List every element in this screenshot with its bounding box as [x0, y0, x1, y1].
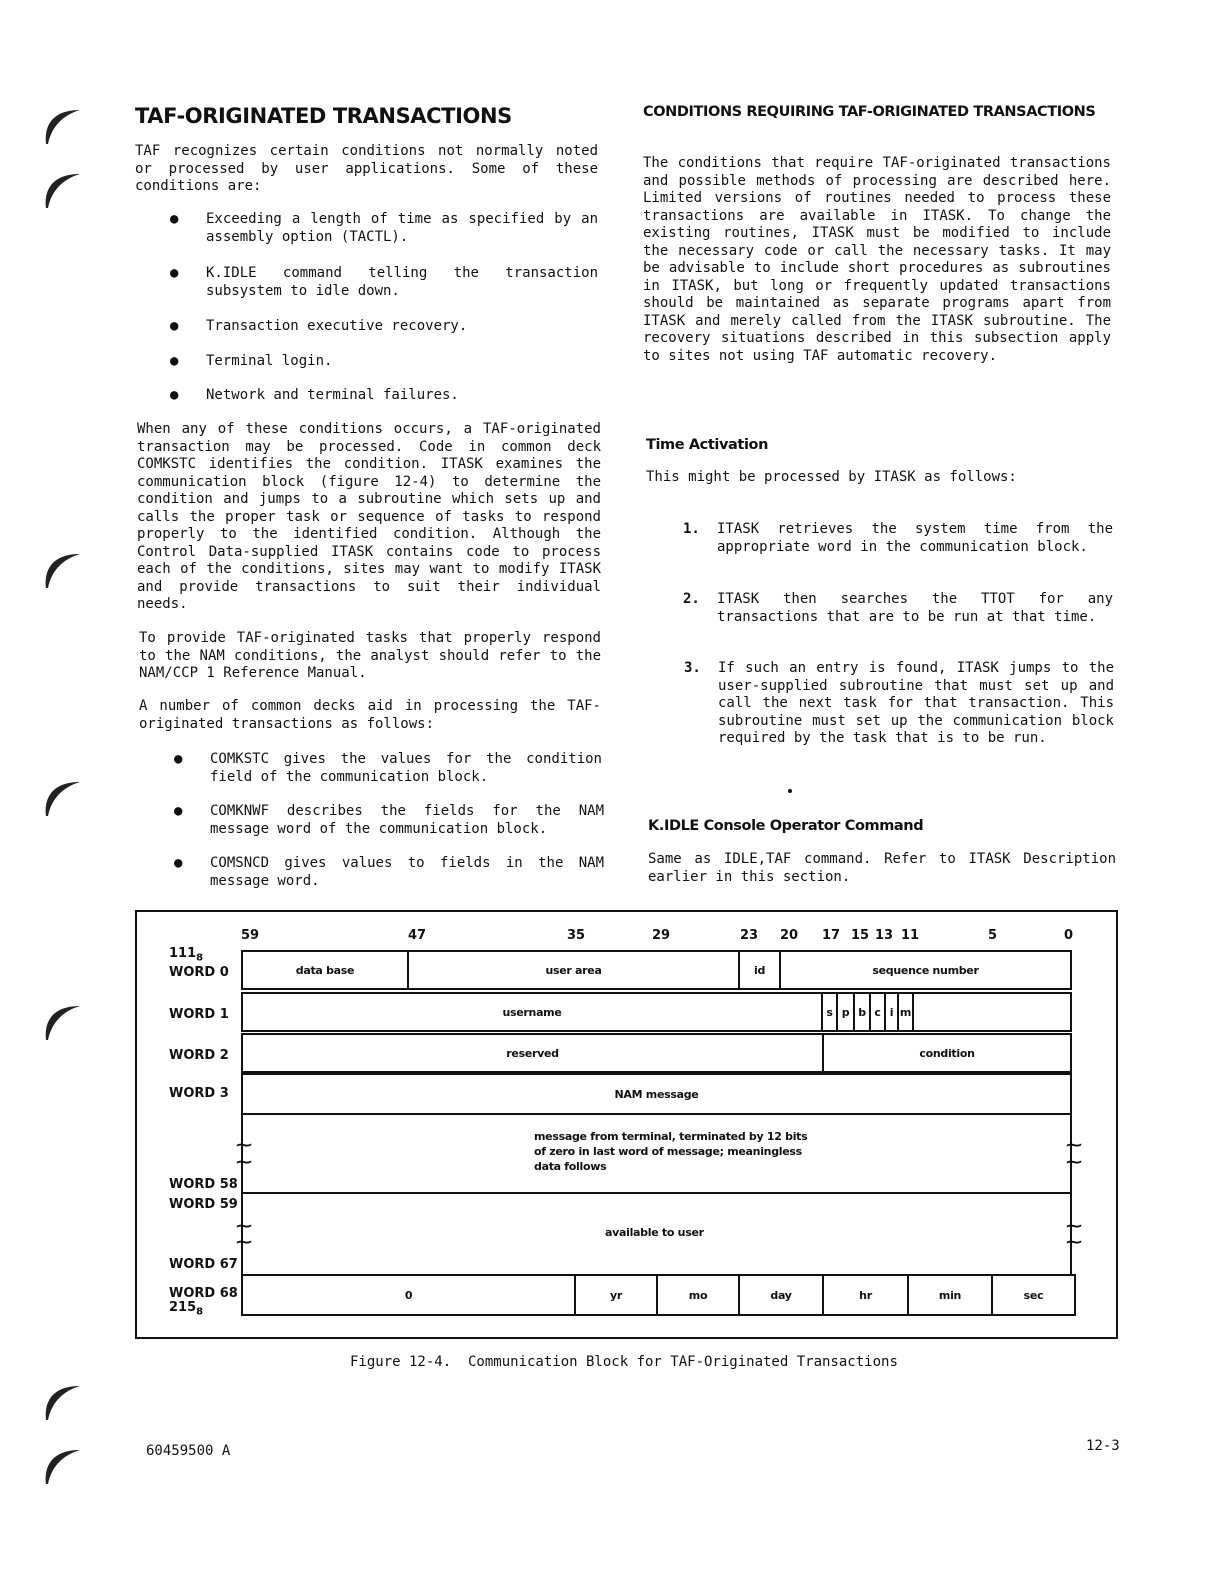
time-activation-heading: Time Activation [646, 437, 768, 453]
nam-message-field: NAM message [614, 1087, 699, 1101]
word-label: WORD 67 [169, 1257, 238, 1272]
bullet-icon: ● [174, 855, 183, 871]
time-activation-intro: This might be processed by ITASK as follows: [646, 469, 1017, 485]
data-base-field: data base [243, 952, 409, 988]
conditions-paragraph: When any of these conditions occurs, a TAF-originated transaction may be processed. Code in common deck COMKSTC identifies the condition. ITASK examines the communication block (figure 12-4) to determine the condition and jumps to a subroutine which sets up and calls the proper task or sequence of tasks to respond properly to the identified condition. Although the Control Data-supplied ITASK contains code to process each of the conditions, sites may want to modify ITASK and provide transactions to suit their individual needs. [137, 421, 601, 612]
word-label: WORD 0 [169, 965, 229, 980]
condition-item: ● Network and terminal failures. [170, 387, 459, 403]
bit-number: 5 [988, 928, 998, 943]
bit-number: 29 [652, 928, 671, 943]
break-mark-icon: ⁓ [1066, 1216, 1082, 1235]
month-field: mo [658, 1276, 740, 1314]
step-number: 3. [684, 660, 701, 676]
word-label: WORD 68 [169, 1286, 238, 1301]
flag-s: s [823, 994, 838, 1030]
second-field: sec [1023, 1288, 1044, 1302]
step-item: 1. ITASK retrieves the system time from the appropriate word in the communication block. [683, 521, 1113, 555]
message-block-line: data follows [534, 1160, 607, 1173]
flag-c: c [871, 994, 886, 1030]
step-number: 1. [683, 521, 700, 537]
bullet-icon: ● [170, 211, 179, 227]
binder-hole-mark [42, 1444, 84, 1486]
start-address: $111_8$ [169, 946, 204, 964]
break-mark-icon: ⁓ [1066, 1232, 1082, 1251]
kidle-heading: K.IDLE Console Operator Command [648, 818, 924, 834]
step-number: 2. [683, 591, 700, 607]
day-field: day [740, 1276, 824, 1314]
bullet-icon: ● [170, 387, 179, 403]
document-number: 60459500 A [146, 1443, 231, 1459]
user-area-field: user area [409, 952, 740, 988]
binder-hole-mark [42, 104, 84, 146]
condition-item: ● K.IDLE command telling the transaction subsystem to idle down. [170, 265, 598, 299]
minute-field: min [909, 1276, 993, 1314]
message-block-line: message from terminal, terminated by 12 bits [534, 1130, 808, 1143]
deck-item: ● COMKSTC gives the values for the condition field of the communication block. [174, 751, 602, 785]
common-decks-paragraph: A number of common decks aid in processing the TAF-originated transactions as follows: [139, 698, 601, 732]
word-label: WORD 1 [169, 1007, 229, 1022]
deck-item: ● COMSNCD gives values to fields in the NAM message word. [174, 855, 604, 889]
flag-p: p [838, 994, 855, 1030]
conditions-description: The conditions that require TAF-originated transactions and possible methods of processing are described here. Limited versions of routines needed to process these transactions are available in ITASK. To change the existing routines, ITASK must be modified to include the necessary code or call the necessary tasks. It may be advisable to include short procedures as subroutines in ITASK, but long or frequently updated transactions should be maintained as separate programs apart from ITASK and merely called from the ITASK subroutine. The recovery situations described in this subsection apply to sites not using TAF automatic recovery. [643, 155, 1111, 364]
flag-m: m [899, 994, 914, 1030]
zero-field: 0 [243, 1276, 576, 1314]
binder-hole-mark [42, 776, 84, 818]
page-number: 12-3 [1086, 1438, 1120, 1454]
username-field: username [243, 994, 823, 1030]
binder-hole-mark [42, 548, 84, 590]
step-item: 3. If such an entry is found, ITASK jumps to the user-supplied subroutine that must set up and call the next task for that transaction. This subroutine must set up the communication block required by the task that is to be run. [684, 660, 1114, 746]
condition-item: ● Transaction executive recovery. [170, 318, 468, 334]
bit-number: 23 [740, 928, 759, 943]
bit-number: 59 [241, 928, 260, 943]
word-1-row [241, 992, 1072, 1032]
bullet-icon: ● [170, 265, 179, 281]
word-0-row [241, 950, 1072, 990]
break-mark-icon: ⁓ [236, 1135, 252, 1154]
kidle-description: Same as IDLE,TAF command. Refer to ITASK Description earlier in this section. [648, 851, 1116, 885]
deck-item: ● COMKNWF describes the fields for the NAM message word of the communication block. [174, 803, 604, 837]
binder-hole-mark [42, 168, 84, 210]
bit-number: 11 [901, 928, 920, 943]
step-item: 2. ITASK then searches the TTOT for any transactions that are to be run at that time. [683, 591, 1113, 625]
condition-item: ● Terminal login. [170, 353, 333, 369]
bullet-icon: ● [174, 803, 183, 819]
end-address: $215_8$ [169, 1300, 204, 1318]
bit-number: 13 [875, 928, 894, 943]
bullet-icon: ● [170, 318, 179, 334]
available-block-label: available to user [605, 1226, 704, 1239]
break-mark-icon: ⁓ [1066, 1152, 1082, 1171]
hour-field: hr [824, 1276, 909, 1314]
sequence-number-field: sequence number [872, 963, 979, 977]
bit-number: 17 [822, 928, 841, 943]
bit-number: 20 [780, 928, 799, 943]
word-label: WORD 59 [169, 1197, 238, 1212]
bullet-icon: ● [174, 751, 183, 767]
word-label: WORD 3 [169, 1086, 229, 1101]
id-field: id [740, 952, 781, 988]
reserved-field: reserved [243, 1035, 824, 1071]
word-label: WORD 58 [169, 1177, 238, 1192]
break-mark-icon: ⁓ [236, 1232, 252, 1251]
flag-i: i [886, 994, 899, 1030]
stray-dot [788, 789, 792, 793]
message-block-line: of zero in last word of message; meaningless [534, 1145, 802, 1158]
break-mark-icon: ⁓ [236, 1216, 252, 1235]
conditions-heading: CONDITIONS REQUIRING TAF-ORIGINATED TRANSACTIONS [643, 104, 1096, 120]
condition-item: ● Exceeding a length of time as specified by an assembly option (TACTL). [170, 211, 598, 245]
nam-paragraph: To provide TAF-originated tasks that properly respond to the NAM conditions, the analyst should refer to the NAM/CCP 1 Reference Manual. [139, 630, 601, 681]
bit-number: 0 [1064, 928, 1074, 943]
word-68-row [241, 1274, 1076, 1316]
section-title: TAF-ORIGINATED TRANSACTIONS [135, 104, 512, 128]
intro-paragraph: TAF recognizes certain conditions not normally noted or processed by user applications. Some of these conditions are: [135, 143, 598, 194]
binder-hole-mark [42, 1380, 84, 1422]
binder-hole-mark [42, 1000, 84, 1042]
bit-number: 15 [851, 928, 870, 943]
word-2-row [241, 1033, 1072, 1073]
year-field: yr [576, 1276, 658, 1314]
break-mark-icon: ⁓ [236, 1152, 252, 1171]
figure-caption: Figure 12-4. Communication Block for TAF-Originated Transactions [350, 1354, 898, 1370]
word-3-row [241, 1073, 1072, 1115]
break-mark-icon: ⁓ [1066, 1135, 1082, 1154]
bullet-icon: ● [170, 353, 179, 369]
flag-b: b [855, 994, 871, 1030]
word-label: WORD 2 [169, 1048, 229, 1063]
bit-number: 47 [408, 928, 427, 943]
bit-number: 35 [567, 928, 586, 943]
condition-field: condition [919, 1046, 975, 1060]
